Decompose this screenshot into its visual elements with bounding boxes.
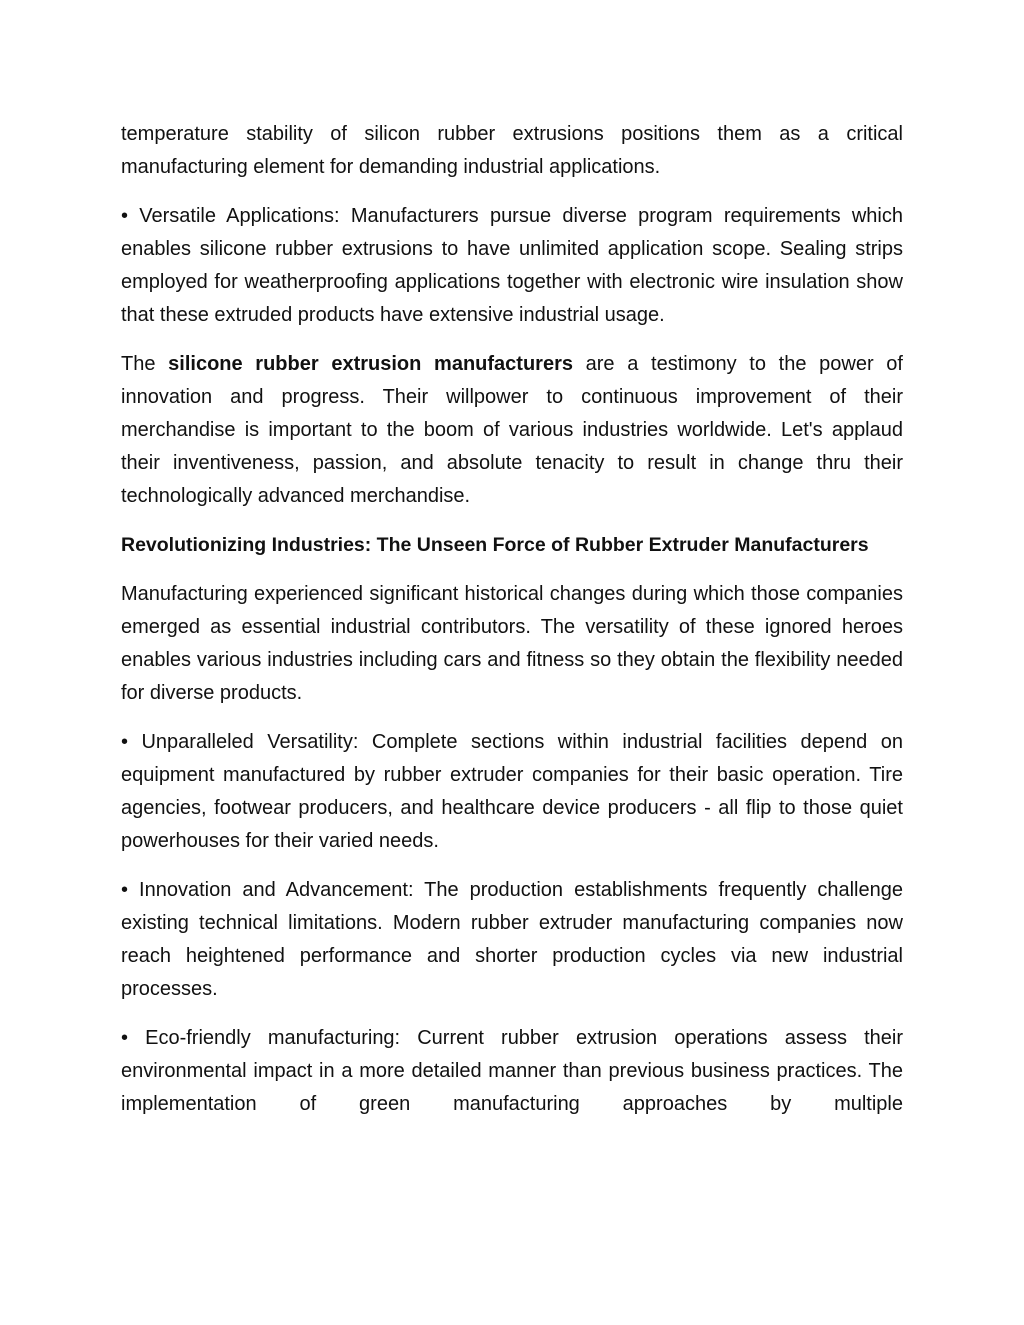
section-heading: Revolutionizing Industries: The Unseen Force of Rubber Extruder Manufacturers bbox=[121, 534, 869, 556]
paragraph-versatile-applications: • Versatile Applications: Manufacturers pursue diverse program requirements which enables silicone rubber extrusions to have unlimited application scope. Sealing strips employed for weatherproofing applications together with electronic wire insulation show that these extruded products have extensive industrial usage. bbox=[121, 205, 903, 326]
paragraph-text-before: The bbox=[121, 353, 169, 375]
paragraph-unparalleled-versatility: • Unparalleled Versatility: Complete sections within industrial facilities depend on equipment manufactured by rubber extruder companies for their basic operation. Tire agencies, footwear producers, and healthcare device producers - all flip to those quiet powerhouses for their varied needs. bbox=[121, 731, 903, 852]
paragraph-manufacturers-testimony bbox=[121, 348, 903, 513]
paragraph-eco-friendly: • Eco-friendly manufacturing: Current rubber extrusion operations assess their environmental impact in a more detailed manner than previous business practices. The implementation of green manufacturing approaches by multiple bbox=[121, 1027, 903, 1115]
paragraph-temperature-stability: temperature stability of silicon rubber extrusions positions them as a critical manufacturing element for demanding industrial applications. bbox=[121, 123, 903, 178]
bold-keyword: silicone rubber extrusion manufacturers bbox=[168, 353, 573, 375]
paragraph-text-after: are a testimony to the power of innovation and progress. Their willpower to continuous improvement of their merchandise is important to the boom of various industries worldwide. Let's applaud their inventiveness, passion, and absolute tenacity to result in change thru their technologically advanced merchandise. bbox=[121, 353, 903, 507]
paragraph-manufacturing-changes: Manufacturing experienced significant historical changes during which those companies emerged as essential industrial contributors. The versatility of these ignored heroes enables various industries including cars and fitness so they obtain the flexibility needed for diverse products. bbox=[121, 583, 903, 704]
document-page bbox=[121, 118, 903, 1137]
paragraph-innovation-advancement: • Innovation and Advancement: The production establishments frequently challenge existing technical limitations. Modern rubber extruder manufacturing companies now reach heightened performance and shorter production cycles via new industrial processes. bbox=[121, 879, 903, 1000]
